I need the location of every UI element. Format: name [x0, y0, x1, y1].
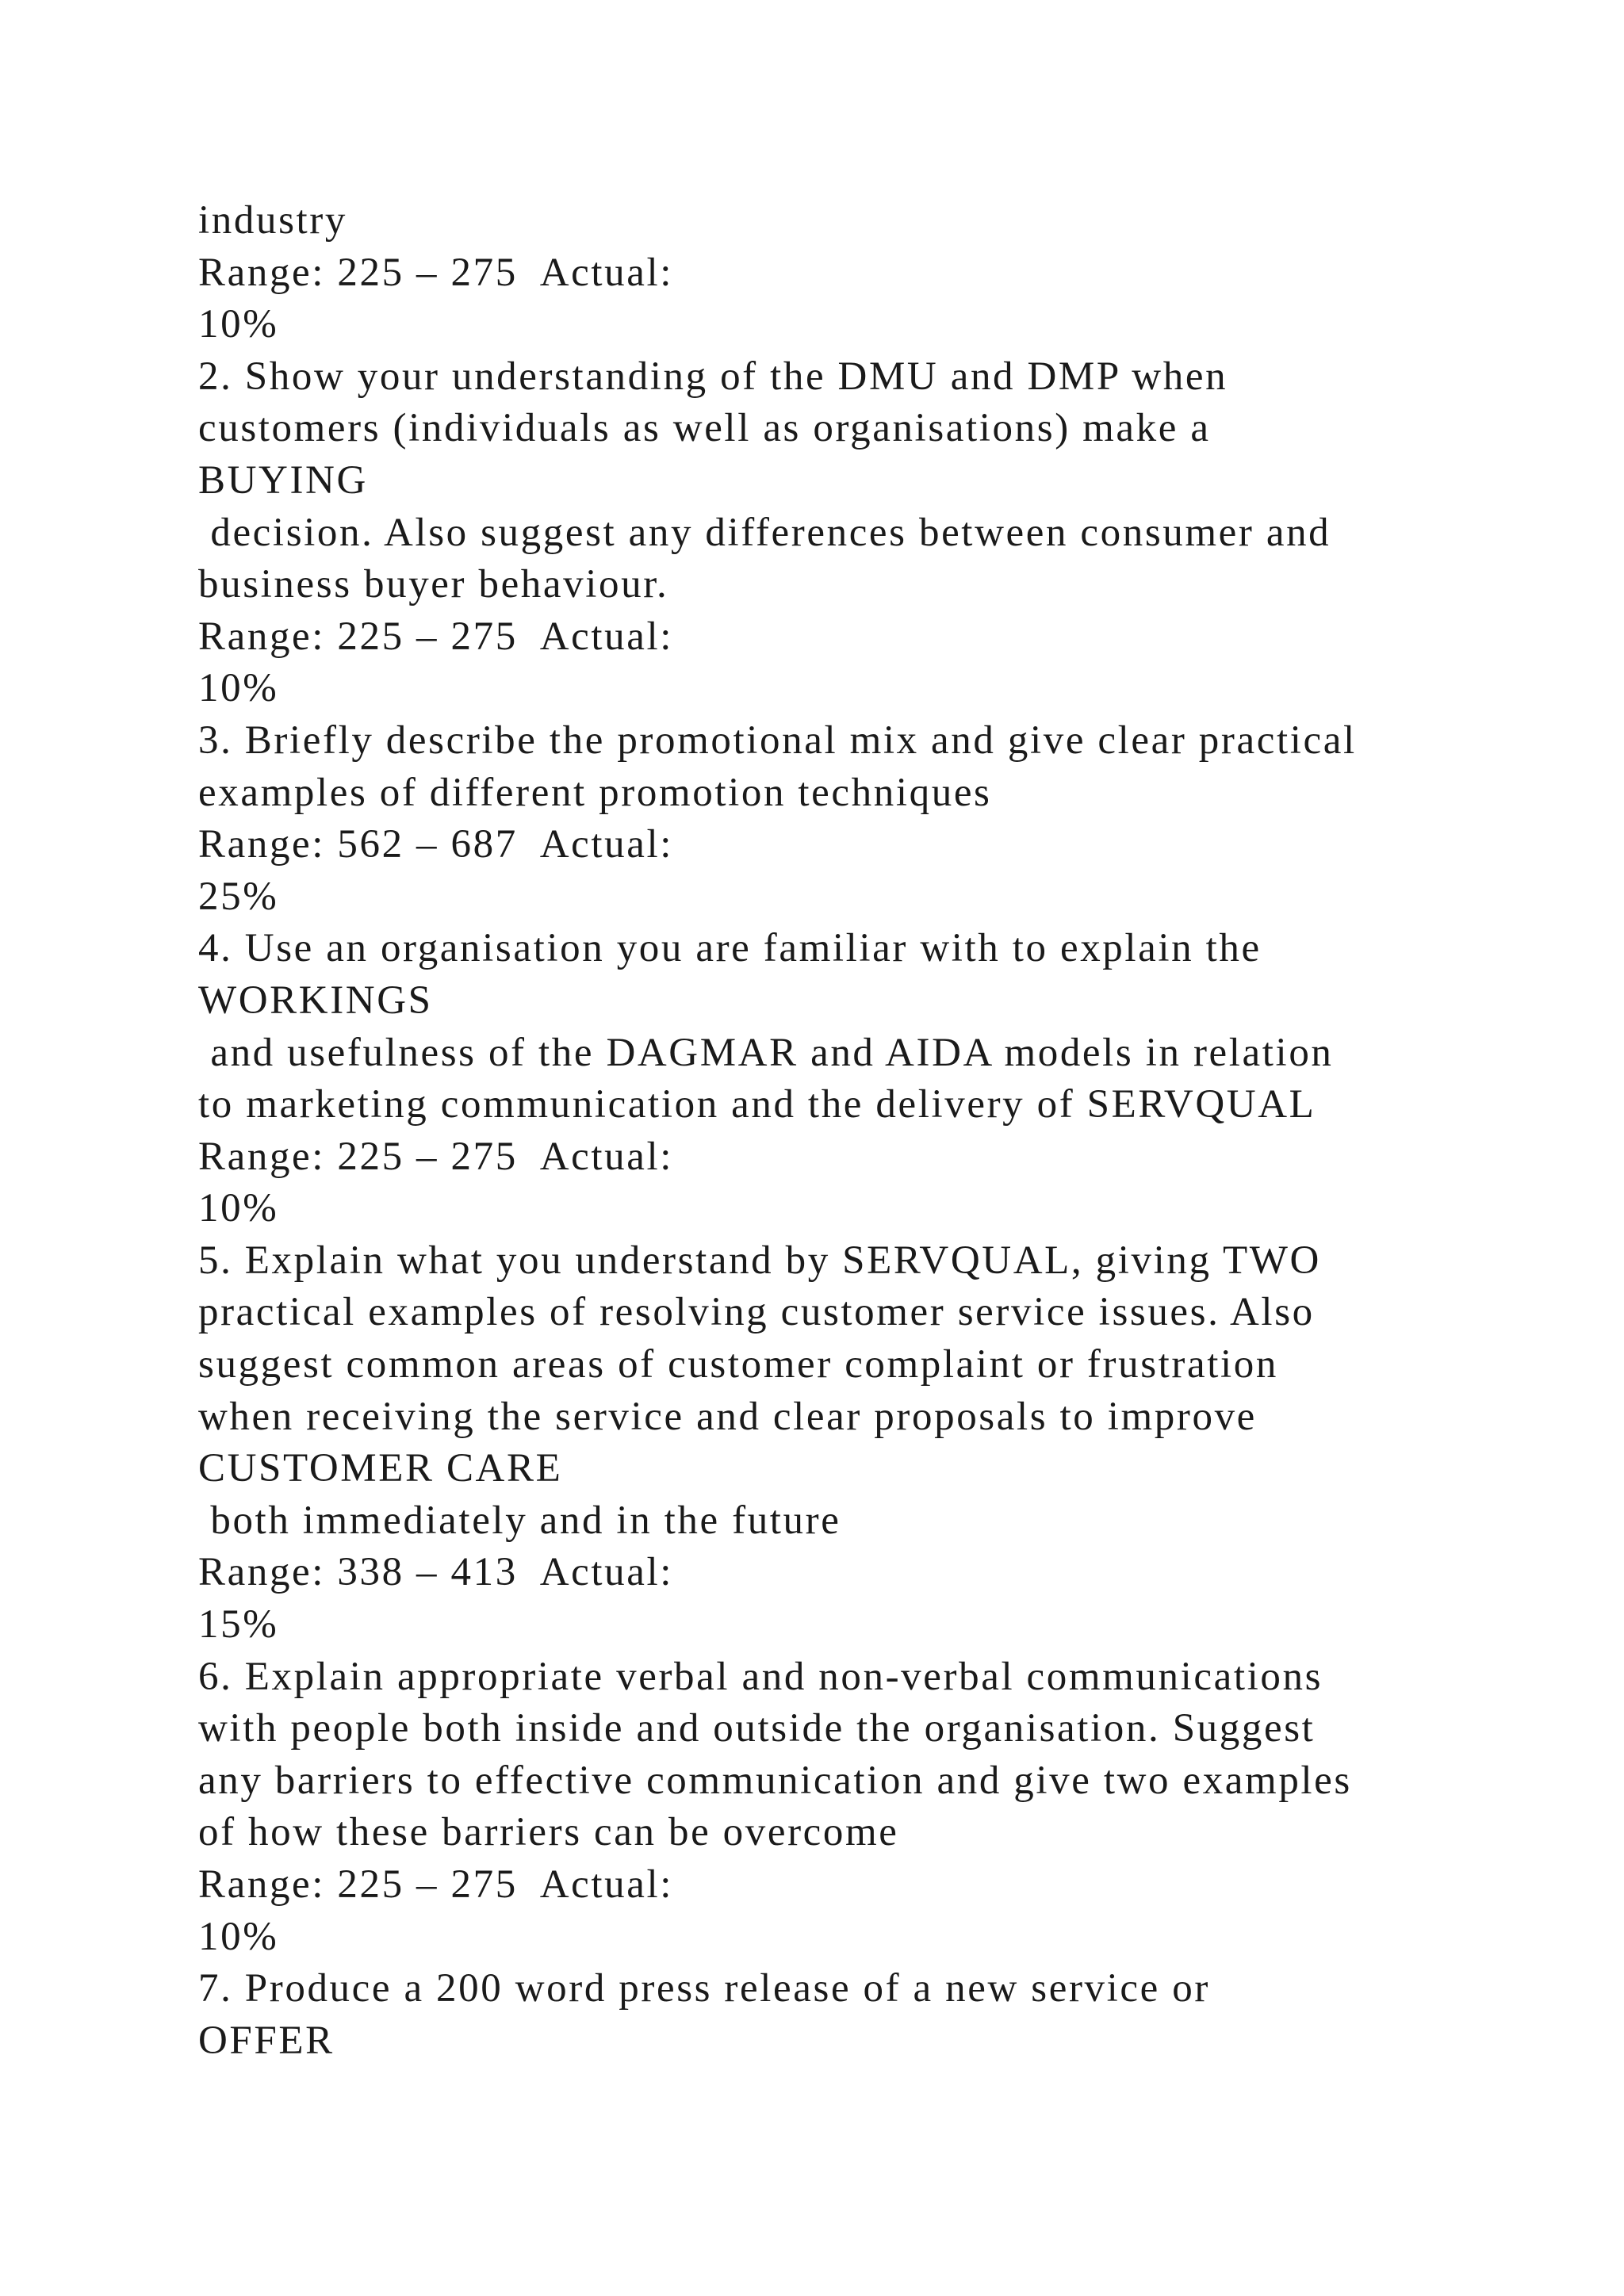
- range-line: Range: 225 – 275 Actual:: [198, 1862, 674, 1907]
- question-2-line: BUYING: [198, 457, 368, 503]
- question-6-line: 6. Explain appropriate verbal and non-verbal communications: [198, 1654, 1323, 1699]
- question-2-line: business buyer behaviour.: [198, 562, 669, 607]
- question-2-line: customers (individuals as well as organisations) make a: [198, 406, 1211, 451]
- question-4-line: 4. Use an organisation you are familiar with to explain the: [198, 926, 1262, 971]
- weight-line: 25%: [198, 874, 279, 919]
- range-line: Range: 562 – 687 Actual:: [198, 822, 674, 867]
- question-4-line: and usefulness of the DAGMAR and AIDA models in relation: [198, 1030, 1334, 1075]
- question-2-line: 2. Show your understanding of the DMU and DMP when: [198, 354, 1228, 399]
- document-body: [198, 195, 1467, 2067]
- range-line: Range: 225 – 275 Actual:: [198, 614, 674, 659]
- question-7-line: 7. Produce a 200 word press release of a new service or: [198, 1966, 1210, 2011]
- range-line: Range: 225 – 275 Actual:: [198, 250, 674, 295]
- question-6-line: with people both inside and outside the organisation. Suggest: [198, 1706, 1316, 1751]
- question-5-line: suggest common areas of customer complaint or frustration: [198, 1342, 1278, 1387]
- text-line: industry: [198, 198, 347, 243]
- question-5-line: 5. Explain what you understand by SERVQUAL, giving TWO: [198, 1238, 1321, 1283]
- question-6-line: any barriers to effective communication and give two examples: [198, 1758, 1352, 1803]
- range-line: Range: 338 – 413 Actual:: [198, 1550, 674, 1595]
- weight-line: 10%: [198, 1186, 279, 1231]
- question-5-line: CUSTOMER CARE: [198, 1446, 563, 1491]
- question-3-line: 3. Briefly describe the promotional mix and give clear practical: [198, 718, 1357, 763]
- question-5-line: practical examples of resolving customer service issues. Also: [198, 1290, 1315, 1335]
- question-5-line: when receiving the service and clear proposals to improve: [198, 1394, 1257, 1439]
- question-4-line: WORKINGS: [198, 978, 433, 1023]
- weight-line: 10%: [198, 1914, 279, 1959]
- weight-line: 10%: [198, 302, 279, 347]
- range-line: Range: 225 – 275 Actual:: [198, 1134, 674, 1179]
- weight-line: 10%: [198, 666, 279, 711]
- question-4-line: to marketing communication and the delivery of SERVQUAL: [198, 1082, 1316, 1127]
- question-5-line: both immediately and in the future: [198, 1498, 841, 1543]
- question-6-line: of how these barriers can be overcome: [198, 1810, 899, 1855]
- question-7-line: OFFER: [198, 2018, 335, 2063]
- weight-line: 15%: [198, 1602, 279, 1647]
- question-3-line: examples of different promotion techniques: [198, 770, 992, 815]
- question-2-line: decision. Also suggest any differences between consumer and: [198, 510, 1331, 555]
